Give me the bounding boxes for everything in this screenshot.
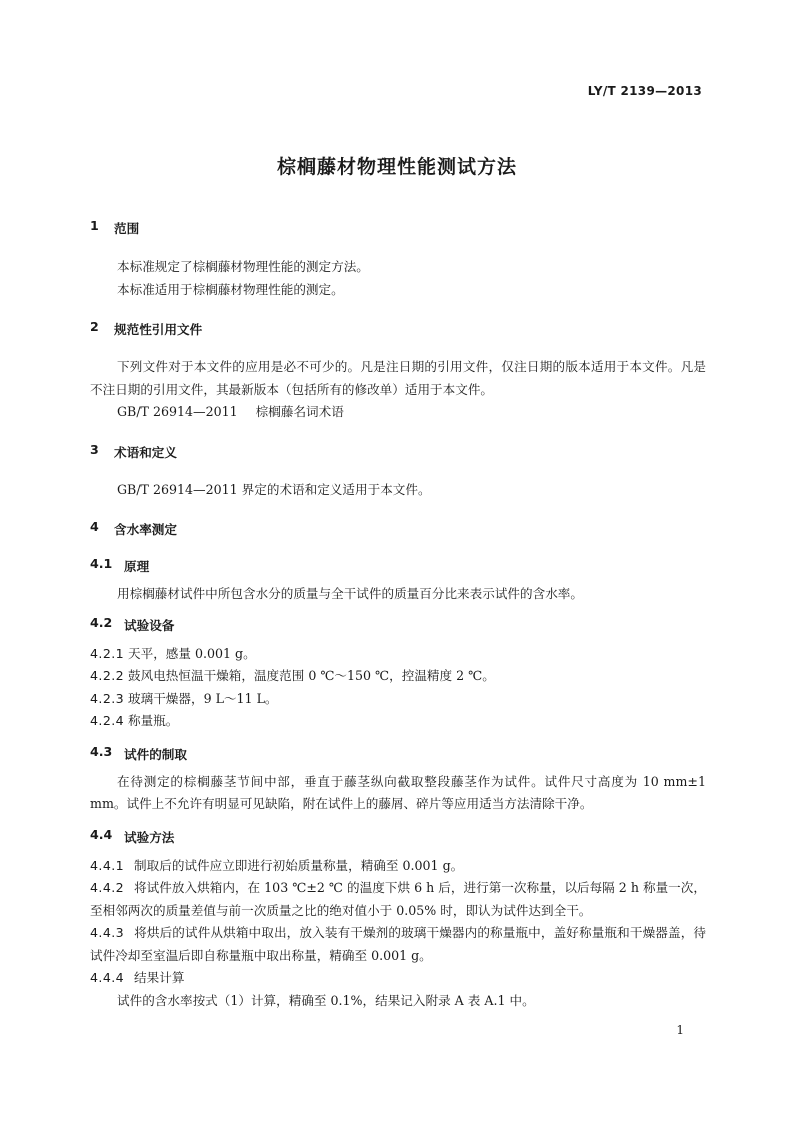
paragraph: 下列文件对于本文件的应用是必不可少的。凡是注日期的引用文件，仅注日期的版本适用于本文件。凡是不注日期的引用文件，其最新版本（包括所有的修改单）适用于本文件。 — [90, 359, 706, 397]
section-title: 规范性引用文件 — [114, 322, 203, 337]
paragraph: GB/T 26914—2011 界定的术语和定义适用于本文件。 — [117, 481, 431, 497]
clause-text: 结果计算 — [134, 970, 185, 985]
paragraph: 在待测定的棕榈藤茎节间中部，垂直于藤茎纵向截取整段藤茎作为试件。试件尺寸高度为 10 mm±1 mm。试件上不允许有明显可见缺陷，附在试件上的藤屑、碎片等应用适当方法清除干净。 — [90, 773, 706, 811]
paragraph: 用棕榈藤材试件中所包含水分的质量与全干试件的质量百分比来表示试件的含水率。 — [117, 586, 583, 601]
section-4-heading — [90, 519, 706, 538]
list-item — [90, 855, 706, 878]
section-title: 术语和定义 — [114, 444, 177, 460]
section-title: 原理 — [124, 559, 150, 574]
section-number: 4.4 — [90, 826, 113, 842]
section-number: 3 — [90, 441, 99, 457]
clause-number: 4.2.3 — [90, 690, 125, 706]
list-item — [90, 665, 706, 688]
clause-text: 称量瓶。 — [128, 713, 179, 728]
section-number: 2 — [90, 319, 99, 334]
clause-text: 将烘后的试件从烘箱中取出，放入装有干燥剂的玻璃干燥器内的称量瓶中，盖好称量瓶和干燥器盖，待试件冷却至室温后即自称量瓶中取出称量，精确至 0.001 g。 — [90, 925, 706, 963]
clause-number: 4.4.3 — [90, 925, 125, 940]
list-item — [90, 688, 706, 711]
list-item — [90, 967, 706, 990]
document-body — [90, 218, 706, 1012]
list-item — [90, 710, 706, 733]
clause-number: 4.4.2 — [90, 880, 125, 895]
section-title: 含水率测定 — [114, 522, 177, 537]
clause-text: 制取后的试件应立即进行初始质量称量，精确至 0.001 g。 — [134, 857, 464, 873]
section-number: 4 — [90, 519, 99, 534]
subsection-4-3-heading — [90, 744, 706, 763]
section-number: 4.3 — [90, 743, 113, 759]
subsection-4-2-heading — [90, 615, 706, 634]
standard-code: LY/T 2139—2013 — [587, 84, 702, 98]
section-number: 4.2 — [90, 614, 113, 630]
paragraph: 本标准适用于棕榈藤材物理性能的测定。 — [117, 281, 344, 297]
paragraph: 本标准规定了棕榈藤材物理性能的测定方法。 — [117, 259, 369, 274]
section-2-heading — [90, 319, 706, 338]
section-title: 范围 — [114, 221, 140, 236]
clause-number: 4.4.1 — [90, 857, 125, 873]
clause-text: 玻璃干燥器，9 L～11 L。 — [128, 690, 278, 706]
subsection-4-1-heading — [90, 556, 706, 575]
section-title: 试验设备 — [124, 617, 175, 633]
section-3-heading — [90, 442, 706, 461]
section-number: 1 — [90, 218, 99, 233]
clause-number: 4.2.2 — [90, 668, 125, 683]
list-item — [90, 922, 706, 967]
page-number: 1 — [676, 1023, 684, 1037]
section-title: 试件的制取 — [124, 746, 187, 762]
clause-number: 4.2.4 — [90, 713, 125, 728]
paragraph: 试件的含水率按式（1）计算，精确至 0.1%，结果记入附录 A 表 A.1 中。 — [117, 992, 535, 1008]
document-title: 棕榈藤材物理性能测试方法 — [276, 156, 517, 178]
section-1-heading — [90, 218, 706, 237]
subsection-4-4-heading — [90, 827, 706, 846]
clause-text: 鼓风电热恒温干燥箱，温度范围 0 ℃～150 ℃，控温精度 2 ℃。 — [128, 668, 495, 683]
clause-text: 将试件放入烘箱内，在 103 ℃±2 ℃ 的温度下烘 6 h 后，进行第一次称量，以后每隔 2 h 称量一次，至相邻两次的质量差值与前一次质量之比的绝对值小于 0.05% 时，即认为试件达到全干。 — [90, 880, 706, 918]
section-number: 4.1 — [90, 556, 113, 571]
section-title: 试验方法 — [124, 829, 175, 845]
clause-text: 天平，感量 0.001 g。 — [128, 645, 256, 661]
reference-title: 棕榈藤名词术语 — [255, 404, 344, 419]
list-item — [90, 643, 706, 666]
clause-number: 4.2.1 — [90, 645, 125, 661]
clause-number: 4.4.4 — [90, 970, 125, 985]
normative-reference — [90, 401, 706, 424]
list-item — [90, 877, 706, 922]
reference-code: GB/T 26914—2011 — [117, 404, 238, 419]
